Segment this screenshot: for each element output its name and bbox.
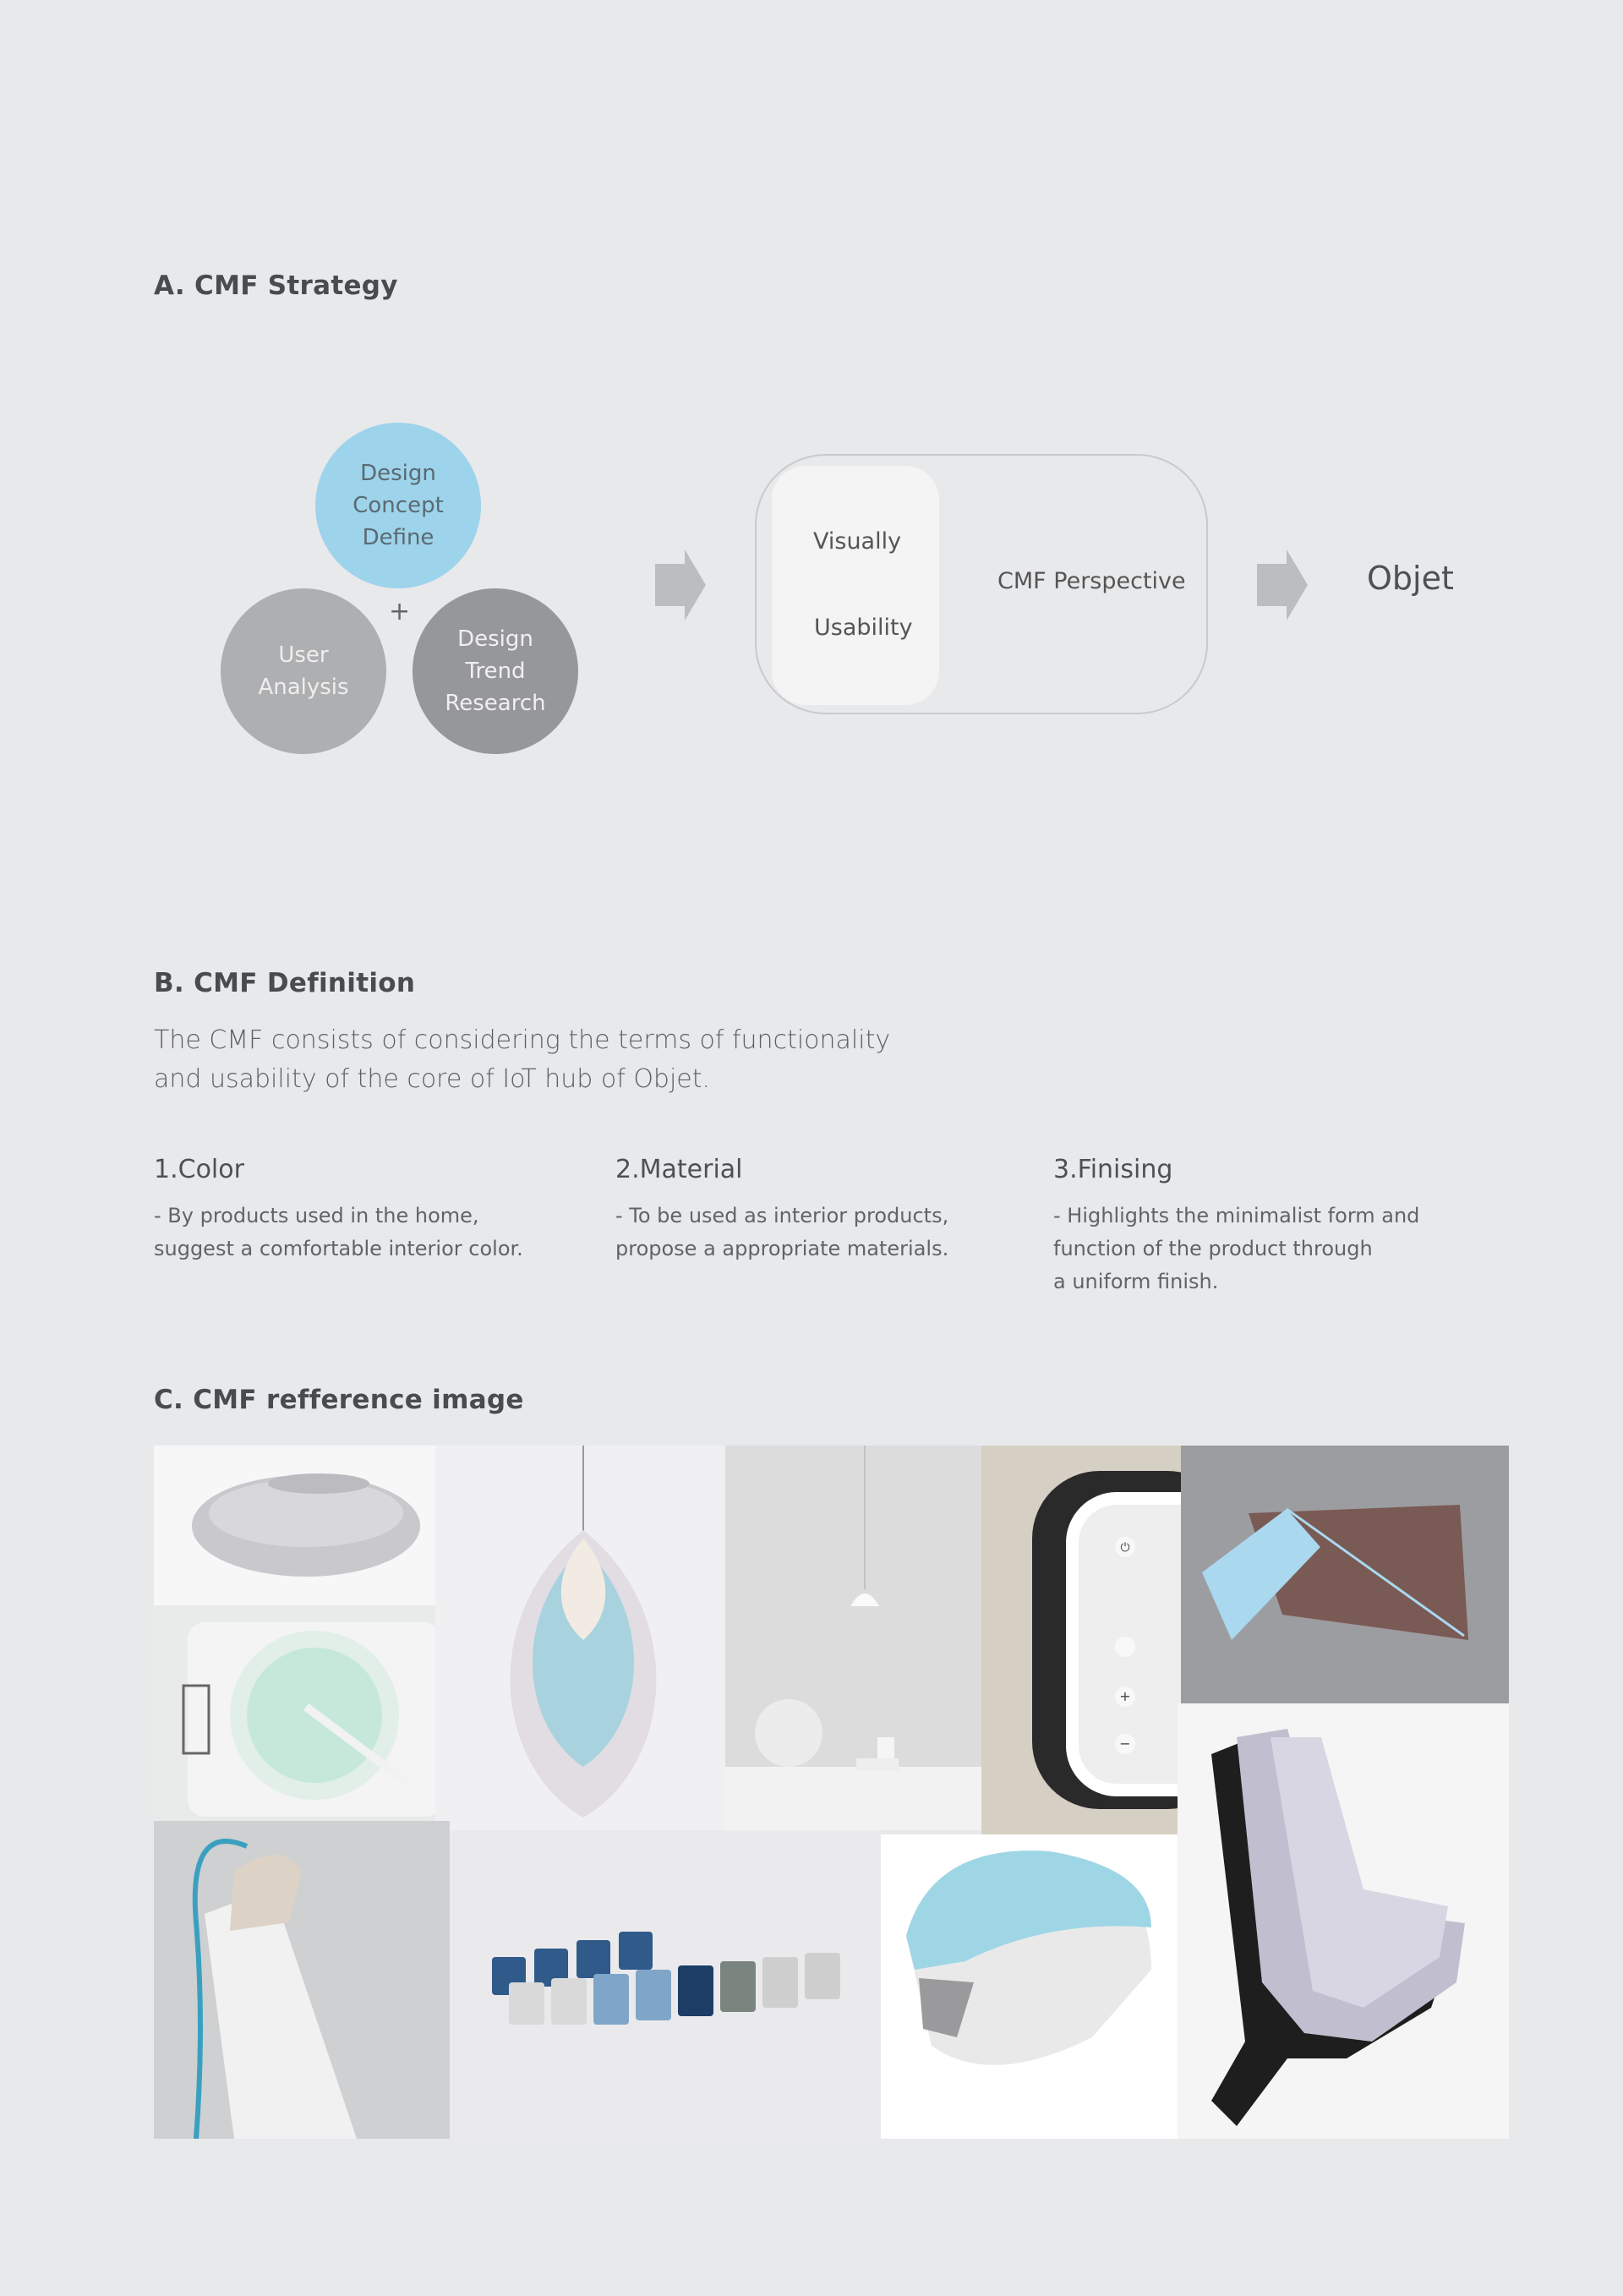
column-title: 2.Material — [615, 1155, 743, 1184]
ref-image-helmet — [881, 1834, 1178, 2139]
column-material — [615, 1155, 948, 1266]
item-visually: Visually — [813, 528, 902, 555]
svg-text:−: − — [1119, 1736, 1131, 1752]
plus-sign: + — [389, 597, 411, 626]
section-b-heading: B. CMF Definition — [154, 968, 416, 998]
arrow-right-icon — [1257, 549, 1308, 620]
section-c-heading: C. CMF refference image — [154, 1385, 524, 1415]
perspective-inner-panel — [772, 466, 939, 705]
circle-label: Design Concept Define — [352, 461, 444, 550]
objet-label: Objet — [1367, 560, 1454, 597]
circle-label: User Analysis — [258, 642, 349, 700]
section-a-heading: A. CMF Strategy — [154, 271, 398, 301]
column-title: 3.Finising — [1053, 1155, 1173, 1184]
definition-paragraph — [154, 1021, 890, 1099]
column-desc: - Highlights the minimalist form and function of the product through a uniform finish. — [1053, 1204, 1420, 1293]
ref-image-chairs — [1178, 1703, 1509, 2139]
column-finishing — [1053, 1155, 1419, 1298]
svg-text:⏻: ⏻ — [1120, 1541, 1130, 1555]
ref-image-origami — [1181, 1446, 1509, 1703]
circle-user-analysis — [221, 588, 386, 754]
ref-image-iot-hub — [981, 1446, 1181, 1834]
ref-image-interior — [725, 1446, 981, 1830]
column-desc: - By products used in the home, suggest a comfortable interior color. — [154, 1204, 523, 1260]
circle-design-concept — [315, 423, 481, 588]
ref-image-leaf-pendant — [435, 1446, 725, 1830]
ref-image-mint-bowl — [154, 1605, 435, 1821]
item-usability: Usability — [814, 615, 913, 641]
paragraph-line: The CMF consists of considering the terms of functionality — [154, 1025, 891, 1055]
arrow-right-icon — [655, 549, 706, 620]
circle-label: Design Trend Research — [445, 626, 546, 716]
ref-image-speaker-puck — [154, 1446, 435, 1605]
column-title: 1.Color — [154, 1155, 244, 1184]
column-desc: - To be used as interior products, propose a appropriate materials. — [615, 1204, 949, 1260]
ref-image-lamp — [154, 1821, 450, 2139]
ref-image-cups — [450, 1830, 881, 2139]
circle-design-trend — [413, 588, 578, 754]
paragraph-line: and usability of the core of IoT hub of Objet. — [154, 1064, 711, 1094]
cmf-perspective-label: CMF Perspective — [997, 568, 1186, 594]
column-color — [154, 1155, 523, 1266]
svg-text:+: + — [1119, 1688, 1131, 1704]
